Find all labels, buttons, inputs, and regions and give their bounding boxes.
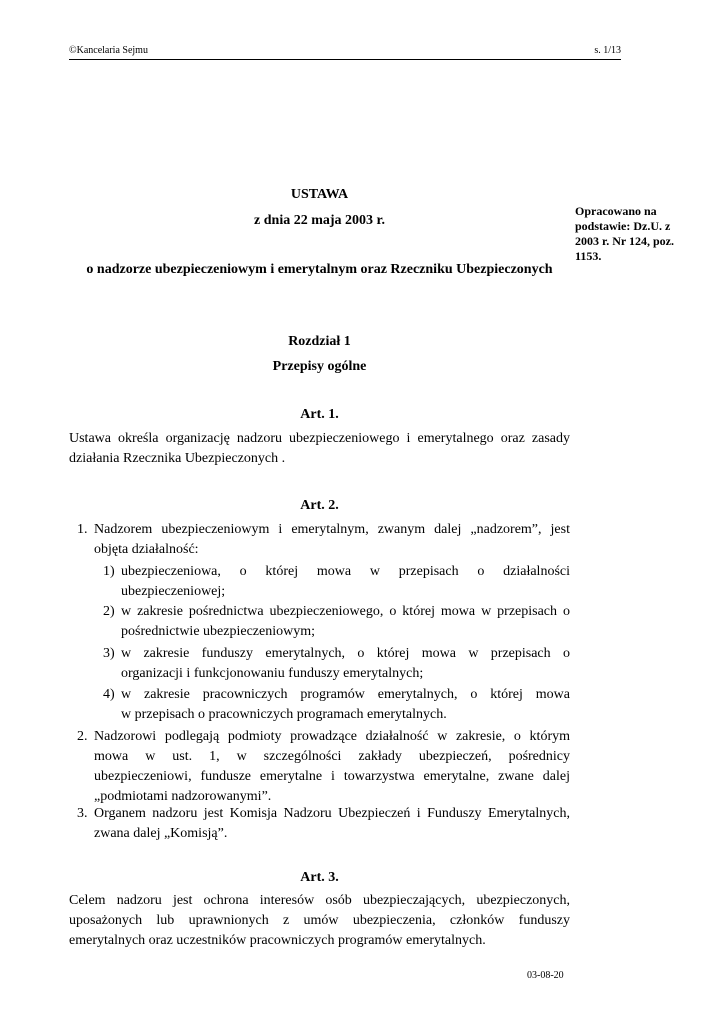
text-line: Nadzorem ubezpieczeniowym i emerytalnym, zwanym dalej „nadzorem”, jest [94, 522, 570, 537]
source-note-line: Opracowano na [575, 204, 657, 218]
text-line: w zakresie funduszy emerytalnych, o której mowa w przepisach o [121, 646, 570, 661]
source-note-line: 2003 r. Nr 124, poz. [575, 234, 674, 248]
text-line: ubezpieczeniowi, fundusze emerytalne i towarzystwa emerytalne, zwane dalej [94, 769, 570, 784]
item-number: 1) [103, 564, 115, 579]
article-3-heading: Art. 3. [300, 870, 339, 885]
act-subject: o nadzorze ubezpieczeniowym i emerytalnym oraz Rzeczniku Ubezpieczonych [86, 262, 553, 277]
text-line: zwana dalej „Komisją”. [94, 826, 228, 841]
text-line: Nadzorowi podlegają podmioty prowadzące działalność w zakresie, o którym [94, 729, 570, 744]
article-2-heading: Art. 2. [300, 498, 339, 513]
paragraph-number: 3. [77, 806, 88, 821]
act-date: z dnia 22 maja 2003 r. [254, 213, 385, 228]
text-line: Organem nadzoru jest Komisja Nadzoru Ubezpieczeń i Funduszy Emerytalnych, [94, 806, 570, 821]
text-line: objęta działalność: [94, 542, 199, 557]
article-2-item-3 [121, 644, 570, 684]
footer-date: 03-08-20 [527, 970, 564, 981]
text-line: organizacji i funkcjonowaniu funduszy emerytalnych; [121, 666, 424, 681]
text-line: pośrednictwie ubezpieczeniowym; [121, 624, 315, 639]
header-page-number: s. 1/13 [594, 45, 621, 56]
article-3-text [69, 891, 570, 951]
item-number: 3) [103, 646, 115, 661]
source-note [575, 204, 695, 264]
chapter-title: Przepisy ogólne [272, 359, 367, 374]
text-line: ubezpieczeniowa, o której mowa w przepisach o działalności [121, 564, 570, 579]
chapter-number: Rozdział 1 [288, 334, 351, 349]
article-2-item-4 [121, 685, 570, 725]
item-number: 4) [103, 687, 115, 702]
text-line: Celem nadzoru jest ochrona interesów osób ubezpieczających, ubezpieczonych, [69, 893, 570, 908]
paragraph-number: 1. [77, 522, 88, 537]
text-line: w zakresie pracowniczych programów emerytalnych, o której mowa [121, 687, 570, 702]
source-note-line: 1153. [575, 249, 602, 263]
text-line: ubezpieczeniowej; [121, 584, 226, 599]
text-line: uposażonych lub uprawnionych z umów ubezpieczenia, członków funduszy [69, 913, 570, 928]
article-1-text [69, 429, 570, 469]
header-source: ©Kancelaria Sejmu [69, 45, 148, 56]
source-note-line: podstawie: Dz.U. z [575, 219, 671, 233]
page-header [69, 45, 621, 60]
article-2-item-2 [121, 602, 570, 642]
article-1-heading: Art. 1. [300, 407, 339, 422]
article-2-paragraph-3 [94, 804, 570, 844]
item-number: 2) [103, 604, 115, 619]
article-2-paragraph-1 [94, 520, 570, 560]
article-2-paragraph-2 [94, 727, 570, 807]
text-line: emerytalnych oraz uczestników pracowniczych programów emerytalnych. [69, 933, 486, 948]
act-type-title: USTAWA [290, 187, 349, 202]
text-line: mowa w ust. 1, w szczególności zakłady ubezpieczeń, pośrednicy [94, 749, 570, 764]
text-line: w przepisach o pracowniczych programach emerytalnych. [121, 707, 447, 722]
text-line: „podmiotami nadzorowanymi”. [94, 789, 272, 804]
text-line: w zakresie pośrednictwa ubezpieczeniowego, o której mowa w przepisach o [121, 604, 570, 619]
text-line: działania Rzecznika Ubezpieczonych . [69, 451, 286, 466]
text-line: Ustawa określa organizację nadzoru ubezpieczeniowego i emerytalnego oraz zasady [69, 431, 570, 446]
article-2-item-1 [121, 562, 570, 602]
paragraph-number: 2. [77, 729, 88, 744]
